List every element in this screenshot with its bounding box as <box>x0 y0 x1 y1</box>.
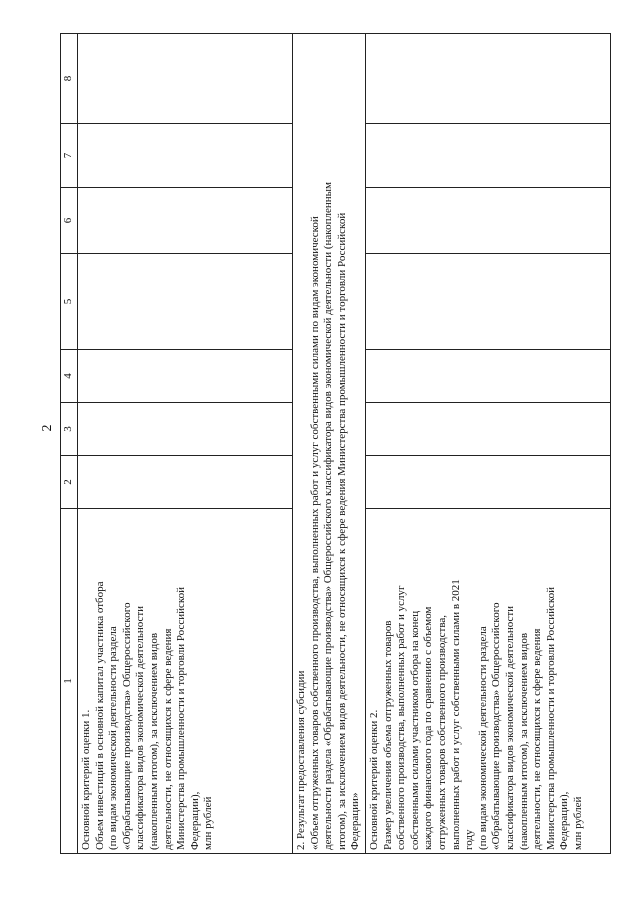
criterion-2-line: собственного производства, выполненных работ и услуг <box>395 585 408 850</box>
section-2-line: итогом), за исключением видов деятельности, не относящихся к сфере ведения Министерства промышленности и торговли Российской <box>335 212 348 850</box>
empty-cell <box>365 456 610 509</box>
header-row <box>61 34 78 854</box>
criterion-2-line: отгруженных товаров собственного производства, <box>435 614 448 850</box>
empty-cell <box>78 124 293 188</box>
criterion-1-line: Объем инвестиций в основной капитал участника отбора <box>93 581 106 850</box>
empty-cell <box>365 350 610 403</box>
empty-cell <box>78 350 293 403</box>
empty-cell <box>365 254 610 350</box>
page-number: 2 <box>40 424 55 432</box>
criterion-2-line: собственными силами участником отбора на конец <box>408 610 421 850</box>
criterion-1-line: млн рублей <box>202 796 215 850</box>
section-2-line: Федерации» <box>349 792 362 850</box>
criterion-2-line: году <box>463 829 476 850</box>
empty-cell <box>365 124 610 188</box>
criterion-2-line: классификатора видов экономической деятельности <box>503 605 516 850</box>
empty-cell <box>78 34 293 124</box>
criterion-1-line: Федерации), <box>188 791 201 850</box>
header-cell: 5 <box>61 254 78 350</box>
criterion-2-line: каждого финансового года по сравнению с объемом <box>422 606 435 850</box>
header-cell: 2 <box>61 456 78 509</box>
section-2-line: деятельности раздела «Обрабатывающие производства» Общероссийского классификатора видов экономической деятельности (накопленным <box>322 182 335 850</box>
empty-cell <box>78 403 293 456</box>
criterion-2-line: млн рублей <box>571 796 584 850</box>
section-2-cell <box>293 34 366 854</box>
empty-cell <box>78 188 293 254</box>
criterion-2-row <box>365 34 610 854</box>
criterion-2-line: Министерства промышленности и торговли Российской <box>544 586 557 850</box>
criterion-2-line: выполненных работ и услуг собственными силами в 2021 <box>449 579 462 850</box>
header-cell: 1 <box>61 509 78 854</box>
empty-cell <box>365 188 610 254</box>
criterion-2-line: Размер увеличения объема отгруженных товаров <box>381 620 394 850</box>
section-2-line: «Объем отгруженных товаров собственного производства, выполненных работ и услуг собственными силами по видам экономической <box>308 216 321 850</box>
criterion-2-line: «Обрабатывающие производства» Общероссийского <box>490 602 503 850</box>
criterion-2-line: Основной критерий оценки 2. <box>367 709 380 850</box>
criterion-1-line: «Обрабатывающие производства» Общероссийского <box>120 602 133 850</box>
criterion-1-line: Министерства промышленности и торговли Российской <box>175 586 188 850</box>
criterion-1-cell <box>78 509 293 854</box>
section-2-row <box>293 34 366 854</box>
criterion-1-line: (по видам экономической деятельности раздела <box>107 626 120 850</box>
criterion-2-cell <box>365 509 610 854</box>
criterion-2-line: Федерации), <box>558 791 571 850</box>
empty-cell <box>365 403 610 456</box>
criterion-2-line: деятельности, не относящихся к сфере ведения <box>531 628 544 850</box>
header-cell: 6 <box>61 188 78 254</box>
criterion-1-line: деятельности, не относящихся к сфере ведения <box>161 628 174 850</box>
empty-cell <box>365 34 610 124</box>
header-cell: 3 <box>61 403 78 456</box>
criterion-1-line: (накопленным итогом), за исключением видов <box>147 632 160 850</box>
header-cell: 7 <box>61 124 78 188</box>
criterion-1-line: классификатора видов экономической деятельности <box>134 605 147 850</box>
empty-cell <box>78 456 293 509</box>
criterion-2-line: (накопленным итогом), за исключением видов <box>517 632 530 850</box>
criterion-2-line: (по видам экономической деятельности раздела <box>476 626 489 850</box>
criterion-1-row <box>78 34 293 854</box>
rotated-table-container <box>60 34 584 854</box>
empty-cell <box>78 254 293 350</box>
criterion-1-line: Основной критерий оценки 1. <box>80 709 92 850</box>
indicators-table <box>60 33 611 854</box>
header-cell: 8 <box>61 34 78 124</box>
header-cell: 4 <box>61 350 78 403</box>
section-2-line: 2. Результат предоставления субсидии <box>295 670 307 850</box>
